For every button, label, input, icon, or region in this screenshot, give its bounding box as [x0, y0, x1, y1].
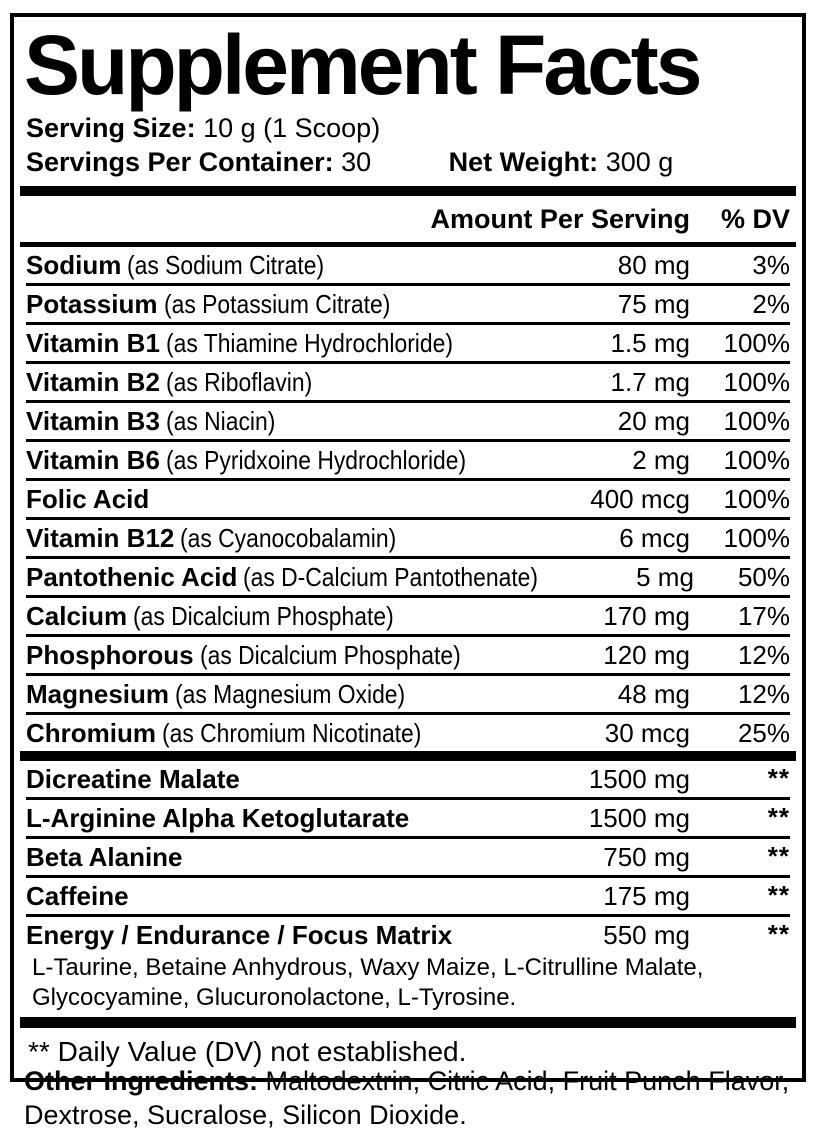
nutrient-detail: (as Thiamine Hydrochloride) [165, 327, 453, 358]
active-amount: 175 mg [603, 880, 690, 911]
active-amount: 1500 mg [588, 802, 690, 833]
other-ingredients [24, 1064, 804, 1132]
nutrient-dv: 3% [752, 249, 790, 280]
table-row [26, 439, 790, 478]
table-row [26, 634, 790, 673]
nutrient-name: Sodium [26, 249, 122, 280]
nutrient-amount: 120 mg [603, 639, 690, 670]
nutrient-amount: 30 mcg [604, 717, 690, 748]
active-dv: ** [767, 802, 790, 832]
dv-footnote: ** Daily Value (DV) not established. [28, 1036, 467, 1067]
table-row [26, 361, 790, 400]
nutrient-detail: (as Magnesium Oxide) [175, 678, 406, 709]
nutrient-name: Vitamin B3 [26, 405, 160, 436]
serving-size-value: 10 g (1 Scoop) [203, 113, 381, 143]
other-ingredients-value: Maltodextrin, Citric Acid, Fruit Punch Flavor, Dextrose, Sucralose, Silicon Dioxide. [24, 1066, 790, 1130]
nutrient-amount: 75 mg [617, 288, 690, 319]
nutrient-detail: (as Riboflavin) [165, 366, 313, 397]
supplement-facts-panel [10, 13, 806, 1082]
nutrient-amount: 48 mg [617, 678, 690, 709]
active-dv: ** [767, 919, 790, 949]
nutrient-detail: (as Pyridxoine Hydrochloride) [165, 444, 467, 475]
table-row [26, 517, 790, 556]
nutrient-detail: (as Potassium Citrate) [163, 288, 390, 319]
table-row [26, 283, 790, 322]
nutrient-dv: 2% [752, 288, 790, 319]
table-row [26, 400, 790, 439]
table-row [26, 673, 790, 712]
nutrient-name: Magnesium [26, 678, 170, 709]
nutrient-name: Pantothenic Acid [26, 561, 238, 592]
serving-size-label: Serving Size: [26, 113, 196, 143]
table-row [26, 836, 790, 875]
nutrient-amount: 5 mg [636, 561, 694, 592]
active-dv: ** [767, 763, 790, 793]
nutrient-detail: (as Chromium Nicotinate) [162, 717, 422, 748]
nutrient-amount: 170 mg [603, 600, 690, 631]
nutrient-dv: 17% [737, 600, 790, 631]
active-dv: ** [767, 841, 790, 871]
servings-per-container-label: Servings Per Container: [26, 147, 334, 177]
active-amount: 1500 mg [588, 763, 690, 794]
matrix-sub-ingredients: L-Taurine, Betaine Anhydrous, Waxy Maize, L-Citrulline Malate, Glycocyamine, Glucuronolactone, L-Tyrosine. [32, 954, 704, 1011]
nutrient-detail: (as Sodium Citrate) [127, 249, 325, 280]
nutrient-name: Vitamin B12 [26, 522, 175, 553]
nutrient-amount: 6 mcg [619, 522, 690, 553]
divider-thick-middle [20, 751, 796, 761]
table-row [26, 761, 790, 797]
nutrient-name: Vitamin B1 [26, 327, 160, 358]
table-row [26, 478, 790, 517]
nutrient-dv: 100% [723, 483, 790, 514]
divider-thick-bottom [20, 1017, 796, 1028]
servings-per-container-value: 30 [341, 147, 372, 177]
column-header-row [26, 196, 790, 242]
nutrient-dv: 25% [737, 717, 790, 748]
nutrient-name: Chromium [26, 717, 156, 748]
nutrient-amount: 1.7 mg [610, 366, 690, 397]
active-name: Dicreatine Malate [26, 763, 240, 794]
serving-size-line [26, 111, 790, 145]
nutrient-detail: (as Niacin) [165, 405, 276, 436]
nutrient-dv: 100% [723, 327, 790, 358]
active-name: Caffeine [26, 880, 129, 911]
active-name: Beta Alanine [26, 841, 183, 872]
table-row [26, 712, 790, 751]
nutrient-dv: 12% [737, 678, 790, 709]
amount-per-serving-header: Amount Per Serving [430, 203, 690, 234]
active-amount: 750 mg [603, 841, 690, 872]
active-name: L-Arginine Alpha Ketoglutarate [26, 802, 410, 833]
active-dv: ** [767, 880, 790, 910]
nutrient-amount: 80 mg [617, 249, 690, 280]
table-row [26, 797, 790, 836]
page-title: Supplement Facts [24, 18, 700, 112]
nutrient-dv: 100% [723, 366, 790, 397]
other-ingredients-label: Other Ingredients: [24, 1066, 259, 1096]
nutrient-detail: (as D-Calcium Pantothenate) [243, 561, 539, 592]
nutrient-dv: 50% [737, 561, 790, 592]
nutrient-table [26, 247, 790, 751]
table-row [26, 595, 790, 634]
table-row [26, 875, 790, 914]
nutrient-amount: 20 mg [617, 405, 690, 436]
table-row [26, 247, 790, 283]
nutrient-amount: 400 mcg [590, 483, 690, 514]
servings-line [26, 145, 790, 179]
net-weight-value: 300 g [605, 147, 674, 177]
nutrient-detail: (as Dicalcium Phosphate) [199, 639, 461, 670]
table-row [26, 322, 790, 361]
nutrient-name: Calcium [26, 600, 128, 631]
actives-table [26, 761, 790, 1017]
divider-thick-top [20, 186, 796, 196]
nutrient-name: Vitamin B2 [26, 366, 160, 397]
nutrient-amount: 2 mg [632, 444, 690, 475]
nutrient-dv: 100% [723, 405, 790, 436]
table-row [26, 914, 790, 1017]
nutrient-detail: (as Dicalcium Phosphate) [133, 600, 394, 631]
nutrient-dv: 100% [723, 522, 790, 553]
nutrient-name: Potassium [26, 288, 158, 319]
net-weight-label: Net Weight: [448, 147, 599, 177]
table-row [26, 556, 790, 595]
nutrient-detail: (as Cyanocobalamin) [180, 522, 397, 553]
nutrient-name: Vitamin B6 [26, 444, 160, 475]
active-amount: 550 mg [603, 919, 690, 950]
nutrient-amount: 1.5 mg [610, 327, 690, 358]
nutrient-name: Folic Acid [26, 483, 150, 514]
percent-dv-header: % DV [720, 203, 790, 234]
active-name: Energy / Endurance / Focus Matrix [26, 919, 453, 950]
nutrient-dv: 100% [723, 444, 790, 475]
nutrient-dv: 12% [737, 639, 790, 670]
nutrient-name: Phosphorous [26, 639, 194, 670]
